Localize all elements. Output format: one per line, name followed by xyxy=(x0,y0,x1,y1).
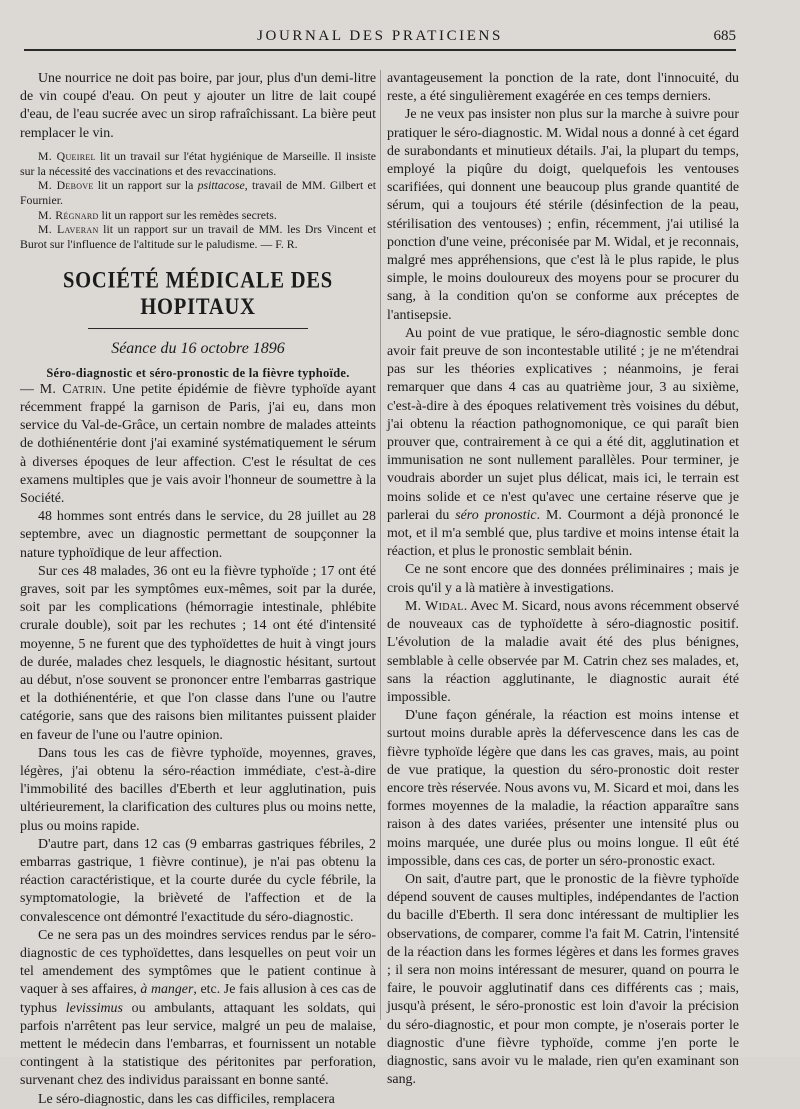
paragraph-ponction: avantageusement la ponction de la rate, dont l'innocuité, du reste, a été singulièrement exagérée en ces temps derniers. xyxy=(387,71,739,105)
paragraph-nourrice: Une nourrice ne doit pas boire, par jour, plus d'un demi-litre de vin coupé d'eau. On peut y ajouter un litre de lait coupé d'eau, de l'eau sucrée avec un sirop rafraîchissant. La bière peut remplacer le vin. xyxy=(20,71,376,141)
note-text: lit un travail sur l'état hygiénique de Marseille. Il insiste sur la nécessité des vaccinations et des revaccinations. xyxy=(20,148,376,178)
paragraph-text: , etc. Je fais allusion à ces cas de typhus xyxy=(20,982,377,1016)
note-text: lit un rapport sur les remèdes secrets. xyxy=(98,207,277,222)
note-text: lit un rapport sur la xyxy=(93,178,198,193)
paragraph-donnees: Ce ne sont encore que des données préliminaires ; mais je crois qu'il y a là matière à investigations. xyxy=(387,562,739,596)
paragraph-12-cas: D'autre part, dans 12 cas (9 embarras gastriques fébriles, 2 embarras gastrique, 1 fièvre continue), je n'ai pas obtenu la réaction caractéristique, et la courte durée du cycle fébrile, la symptomatologie, la brièveté de l'affection et de la convalescence ont démontré l'exactitude du séro-diagnostic. xyxy=(20,836,376,925)
paragraph-48-hommes: 48 hommes sont entrés dans le service, du 28 juillet au 28 septembre, avec un diagnostic permettant de soupçonner la nature typhoïdique de leur affection. xyxy=(20,509,376,561)
paragraph-facon-generale: D'une façon générale, la réaction est moins intense et surtout moins durable après la défervescence dans les cas de fièvre typhoïde légère que dans les cas graves, mais, au point de vue pratique, la question du séro-pronostic doit rester encore très réservée. Nous avons vu, M. Sicard et moi, dans les formes moyennes de la maladie, la réaction apparaître sans raison à des dates variées, présenter une intensité plus ou moins marquée, une durée plus ou moins longue. Il eût été impossible, dans ces cas, de porter un séro-pronostic exact. xyxy=(387,708,739,869)
left-column xyxy=(20,70,376,1109)
header-rule xyxy=(24,49,736,51)
paragraph-text: . M. Courmont a déjà prononcé le mot, et il m'a semblé que, plus tardive et moins intense était la réaction, et plus le pronostic semblait bénin. xyxy=(387,507,740,560)
page-number: 685 xyxy=(713,28,736,44)
dash: — xyxy=(20,381,40,397)
note-laveran xyxy=(20,222,376,251)
paragraph-typhoidettes xyxy=(20,927,376,1091)
column-divider xyxy=(380,70,381,1020)
note-text: lit un rapport sur un travail de MM. les Drs Vincent et Burot sur l'influence de l'altitude sur le paludisme. — F. R. xyxy=(20,222,376,252)
note-regnard xyxy=(20,208,376,223)
italic-text: séro pronostic xyxy=(455,507,537,523)
paragraph-point-de-vue xyxy=(387,325,739,562)
paragraph-marche: Je ne veux pas insister non plus sur la marche à suivre pour pratiquer le séro-diagnostic. M. Widal nous a donné à cet égard de surabondants et minutieux détails. J'ai, la plupart du temps, employé la piqûre du doigt, quelquefois les ventouses scarifiées, qui donnent une beaucoup plus grande quantité de sérum, qui a toujours été stérile (désinfection de la peau, stérilisation des ventouses) ; enfin, récemment, j'ai utilisé la ponction d'une veine, préconisée par M. Widal, et je reconnais, malgré mes appréhensions, que c'est là le plus rapide, le plus simple, le moins douloureux des moyens pour se procurer du sang, à la condition qu'on se conforme aux préceptes de l'antisepsie. xyxy=(387,107,739,323)
paragraph-widal xyxy=(387,598,739,707)
section-rule xyxy=(88,328,308,329)
paragraph-text: Au point de vue pratique, le séro-diagnostic semble donc avoir fait preuve de son incontestable utilité ; je ne m'étendrai pas sur les théories explicatives ; néanmoins, je ferai remarquer que dans 4 cas au quatrième jour, 3 au sixième, c'est-à-dire à des époques relativement très voisines du début, j'ai obtenu la réaction pathognomonique, ce qui paraît bien prouver que, contrairement à ce qui a été dit, agglutination et immunisation ne sont nullement parallèles. Pour terminer, je voudrais aborder un sujet plus délicat, mais ici, le terrain est moins solide et ce n'est qu'avec une certaine réserve que je parlerai du xyxy=(387,325,739,523)
note-italic: psittacose xyxy=(197,178,245,193)
author-name: M. Catrin xyxy=(39,381,103,397)
author-name: M. Widal xyxy=(405,598,464,614)
note-text: , travail de MM. Gilbert et Fournier. xyxy=(20,178,376,207)
paragraph-text: . Une petite épidémie de fièvre typhoïde ayant récemment frappé la garnison de Paris, j'ai eu, dans mon service du Val-de-Grâce, un certain nombre de malades atteints de dothiénentérie dont j'ai examiné systématiquement le sérum à diverses époques de leur affection. C'est le résultat de ces examens multiples que je vais avoir l'honneur de soumettre à la Société. xyxy=(20,381,376,506)
note-debove xyxy=(20,178,376,207)
session-date: Séance du 16 octobre 1896 xyxy=(111,339,285,357)
session-notes xyxy=(20,149,376,252)
author-name: M. Queirel xyxy=(38,148,96,163)
paragraph-36-cas: Sur ces 48 malades, 36 ont eu la fièvre typhoïde ; 17 ont été graves, soit par les symptômes eux-mêmes, soit par la durée, soit par les complications (hémorragie intestinale, phlébite crurale double), soit par les rechutes ; 14 ont été d'intensité moyenne, 5 ne furent que des typhoïdettes de huit à vingt jours de durée, malades chez lesquels, le diagnostic hésitant, surtout au début, n'ose souvent se prononcer entre l'embarras gastrique et la dothiénentérie, et que l'on classe dans l'une ou l'autre catégorie, sans que des raisons bien militantes puissent plaider en faveur de l'une ou l'autre opinion. xyxy=(20,563,376,743)
subject-title: Séro-diagnostic et séro-pronostic de la fièvre typhoïde. xyxy=(46,365,350,380)
right-column xyxy=(387,70,739,1089)
paragraph-text: . Avec M. Sicard, nous avons récemment observé de nouveaux cas de typhoïdette à séro-diagnostic positif. L'évolution de la maladie avait été des plus bénignes, semblable à celle observée par M. Catrin chez ses malades, et, sans la réaction agglutinante, le diagnostic aurait été impossible. xyxy=(387,598,739,705)
paragraph-text: ou ambulants, attaquant les soldats, qui parfois n'arrêtent pas leur service, malgré un peu de malaise, mettent le médecin dans l'embarras, et fournissent un notable contingent à la statistique des péritonites par perforation, survenant chez des individus paraissant en bonne santé. xyxy=(20,1000,376,1089)
paragraph-on-sait: On sait, d'autre part, que le pronostic de la fièvre typhoïde dépend souvent de causes multiples, indépendantes de l'action du bacille d'Eberth. Il sera donc intéressant de multiplier les observations, de comparer, comme l'a fait M. Catrin, l'intensité de la réaction dans les formes légères et dans les formes graves ; il sera non moins intéressant de mesurer, quand on pourra le faire, le pouvoir agglutinatif dans ces différents cas ; mais, jusqu'à présent, le séro-pronostic est loin d'avoir la précision du séro-diagnostic, et pour mon compte, je n'oserais porter le diagnostic d'une fièvre typhoïde, comme j'en porte le diagnostic, sans avoir vu le malade, rien qu'en examinant son sang. xyxy=(387,871,739,1088)
author-name: M. Régnard xyxy=(38,207,99,222)
author-name: M. Laveran xyxy=(38,222,99,237)
paragraph-text: Ce ne sera pas un des moindres services rendus par le séro-diagnostic de ces typhoïdettes, dans lesquelles on peut voir un tel amendement des symptômes que le patient continue à vaquer à ses affaires, xyxy=(20,927,376,998)
journal-title: JOURNAL DES PRATICIENS xyxy=(257,28,503,44)
section-title: SOCIÉTÉ MÉDICALE DES HOPITAUX xyxy=(62,267,334,320)
running-header xyxy=(24,24,736,52)
paragraph-catrin xyxy=(20,381,376,508)
paragraph-remplacera: Le séro-diagnostic, dans les cas difficiles, remplacera xyxy=(38,1091,335,1107)
italic-text: à manger xyxy=(140,982,194,998)
italic-text: levissimus xyxy=(65,1000,123,1016)
author-name: M. Debove xyxy=(38,178,94,193)
paragraph-sero-reaction: Dans tous les cas de fièvre typhoïde, moyennes, graves, légères, j'ai obtenu la séro-réaction immédiate, c'est-à-dire l'immobilité des bacilles d'Eberth et leur agglutination, puis ultérieurement, la clarification des cultures plus ou moins nette, plus ou moins rapide. xyxy=(20,745,376,834)
note-queirel xyxy=(20,149,376,178)
